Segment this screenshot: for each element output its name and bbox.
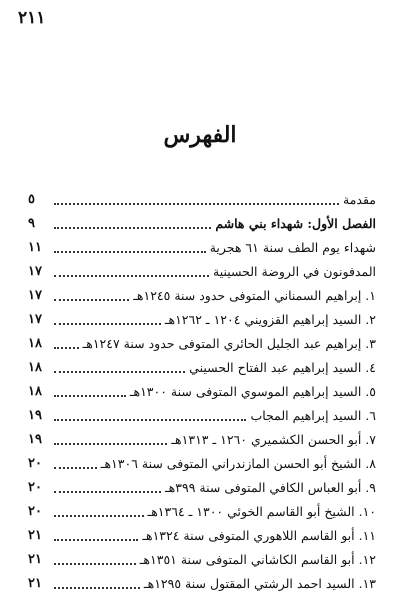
leader-dots xyxy=(54,274,209,277)
toc-entry-page: ١٧ xyxy=(28,311,42,327)
toc-entry-title: ١٣. السيد احمد الرشتي المقتول سنة ١٢٩٥هـ xyxy=(143,575,376,591)
page-number: ٢١١ xyxy=(18,8,46,28)
toc-entry-page: ١٧ xyxy=(28,263,42,279)
toc-entry-title: ١. إبراهيم السمناني المتوفى حدود سنة ١٢٤٥هـ xyxy=(133,287,376,303)
toc-entry xyxy=(28,427,376,451)
toc-entry-page: ١٩ xyxy=(28,407,42,423)
leader-dots xyxy=(54,514,144,517)
toc-entry-title: ٢. السيد إبراهيم القزويني ١٢٠٤ ـ ١٢٦٢هـ xyxy=(164,311,376,327)
toc-entry-page: ٥ xyxy=(28,191,35,207)
toc-entry-page: ١٩ xyxy=(28,431,42,447)
toc-entry xyxy=(28,499,376,523)
toc-entry xyxy=(28,475,376,499)
leader-dots xyxy=(54,298,129,301)
toc-entry xyxy=(28,235,376,259)
toc-entry xyxy=(28,187,376,211)
toc-entry xyxy=(28,379,376,403)
toc-entry-page: ١٨ xyxy=(28,359,42,375)
toc-entry-title: ١٠. الشيخ أبو القاسم الخوئي ١٣٠٠ ـ ١٣٦٤هـ xyxy=(147,503,376,519)
leader-dots xyxy=(54,442,167,445)
leader-dots xyxy=(54,418,246,421)
toc-entry-title: مقدمة xyxy=(343,191,376,207)
leader-dots xyxy=(54,370,185,373)
toc-entry xyxy=(28,451,376,475)
toc-entry-title: ٣. إبراهيم عبد الجليل الحائري المتوفى حدود سنة ١٢٤٧هـ xyxy=(82,335,376,351)
toc-entry-title: ١١. أبو القاسم اللاهوري المتوفى سنة ١٣٢٤هـ xyxy=(142,527,376,543)
toc-entry-title: الفصل الأول: شهداء بني هاشم xyxy=(215,215,376,231)
leader-dots xyxy=(54,538,138,541)
toc-entry xyxy=(28,403,376,427)
leader-dots xyxy=(54,586,140,589)
toc-entry-page: ١٨ xyxy=(28,335,42,351)
toc-entry-title: ٤. السيد إبراهيم عبد الفتاح الحسيني xyxy=(189,359,376,375)
toc-entry xyxy=(28,283,376,307)
toc-entry xyxy=(28,523,376,547)
toc-entry-page: ٢١ xyxy=(28,527,42,543)
leader-dots xyxy=(54,490,161,493)
toc-entry xyxy=(28,547,376,571)
page-title: الفهرس xyxy=(163,122,237,148)
toc-entry-title: المدفونون في الروضة الحسينية xyxy=(213,263,376,279)
toc-entry-page: ١١ xyxy=(28,239,42,255)
toc-entry-page: ١٨ xyxy=(28,383,42,399)
toc-entry-page: ٢١ xyxy=(28,575,42,591)
table-of-contents xyxy=(28,187,376,595)
toc-entry-page: ٢٠ xyxy=(28,503,42,519)
toc-entry-title: ١٢. أبو القاسم الكاشاني المتوفى سنة ١٣٥١هـ xyxy=(139,551,376,567)
leader-dots xyxy=(54,226,211,229)
toc-entry xyxy=(28,307,376,331)
leader-dots xyxy=(54,202,339,205)
toc-entry-page: ١٧ xyxy=(28,287,42,303)
toc-entry-title: ٨. الشيخ أبو الحسن المازندراني المتوفى سنة ١٣٠٦هـ xyxy=(100,455,376,471)
leader-dots xyxy=(54,346,79,349)
toc-entry-title: ٥. السيد إبراهيم الموسوي المتوفى سنة ١٣٠٠هـ xyxy=(129,383,376,399)
toc-entry xyxy=(28,259,376,283)
toc-entry-title: شهداء يوم الطف سنة ٦١ هجرية xyxy=(209,239,376,255)
toc-entry-title: ٩. أبو العباس الكافي المتوفى سنة ٣٩٩هـ xyxy=(165,479,376,495)
toc-entry-page: ٩ xyxy=(28,215,35,231)
toc-entry xyxy=(28,211,376,235)
toc-entry xyxy=(28,355,376,379)
toc-entry-page: ٢٠ xyxy=(28,479,42,495)
toc-entry-page: ٢١ xyxy=(28,551,42,567)
toc-entry xyxy=(28,331,376,355)
leader-dots xyxy=(54,466,97,469)
toc-entry xyxy=(28,571,376,595)
toc-entry-title: ٧. أبو الحسن الكشميري ١٢٦٠ ـ ١٣١٣هـ xyxy=(171,431,376,447)
toc-entry-title: ٦. السيد إبراهيم المجاب xyxy=(250,407,376,423)
leader-dots xyxy=(54,250,206,253)
toc-entry-page: ٢٠ xyxy=(28,455,42,471)
leader-dots xyxy=(54,322,161,325)
leader-dots xyxy=(54,562,136,565)
leader-dots xyxy=(54,394,126,397)
